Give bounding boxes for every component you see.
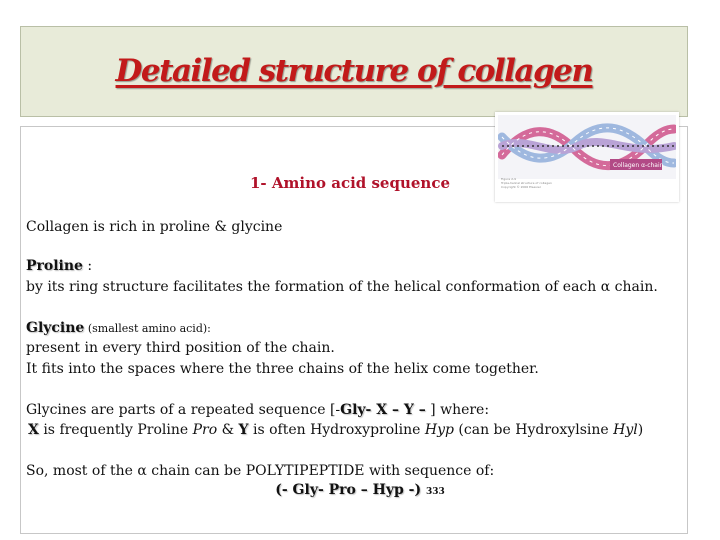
section-heading: 1- Amino acid sequence [250,174,450,192]
proline-description [26,277,658,297]
proline-label-line [26,256,92,276]
glycine-label-line [26,318,211,339]
sequence-line [0,482,720,498]
repeat-suffix: ] where: [425,402,490,418]
repeat-sequence: Gly- X – Y – [340,402,426,418]
proline-text: by its ring structure facilitates the formation of the helical conformation of each [26,279,601,295]
glycine-line-1: present in every third position of the chain. [26,340,335,356]
ampersand: & [217,422,239,438]
repeat-prefix: Glycines are parts of a repeated sequence [- [26,402,341,418]
proline-colon: : [82,258,93,274]
intro-line: Collagen is rich in proline & glycine [26,219,283,235]
glycine-line-2: It fits into the spaces where the three chains of the helix come together. [26,361,539,377]
slide-title: Detailed structure of collagen [115,53,593,89]
proline-text-end: chain. [610,279,658,295]
glycine-term: Glycine [26,320,85,336]
collagen-helix-image [498,115,676,179]
x-text: is frequently Proline [38,422,193,438]
proline-term: Proline [26,258,83,274]
hyl-text: (can be Hydroxylsine [453,422,614,438]
glycine-note: (smallest amino acid): [84,322,211,335]
y-symbol: Y [238,422,249,438]
sequence-subscript: 333 [425,487,445,497]
collagen-figure [495,112,679,202]
summary-line [26,461,494,481]
close-paren: ) [637,422,644,438]
repeat-line-2 [28,420,643,440]
hyp-abbrev: Hyp [424,422,454,438]
summary-prefix: So, most of the [26,463,138,479]
x-symbol: X [28,422,39,438]
y-text: is often Hydroxyproline [248,422,425,438]
repeat-line-1 [26,400,489,420]
alpha-symbol: α [600,279,611,295]
summary-suffix: chain can be POLYTIPEPTIDE with sequence of: [146,463,495,479]
title-banner [20,26,688,117]
hyl-abbrev: Hyl [613,422,638,438]
figure-label: Collagen α-chain [613,162,664,169]
figure-caption: Figure 2-9 Triple-helical structure of collagen Copyright © 2006 Elsevier [501,177,552,189]
pro-abbrev: Pro [192,422,218,438]
polypeptide-sequence: (- Gly- Pro – Hyp -) [275,482,422,498]
alpha-symbol-2: α [137,463,147,479]
